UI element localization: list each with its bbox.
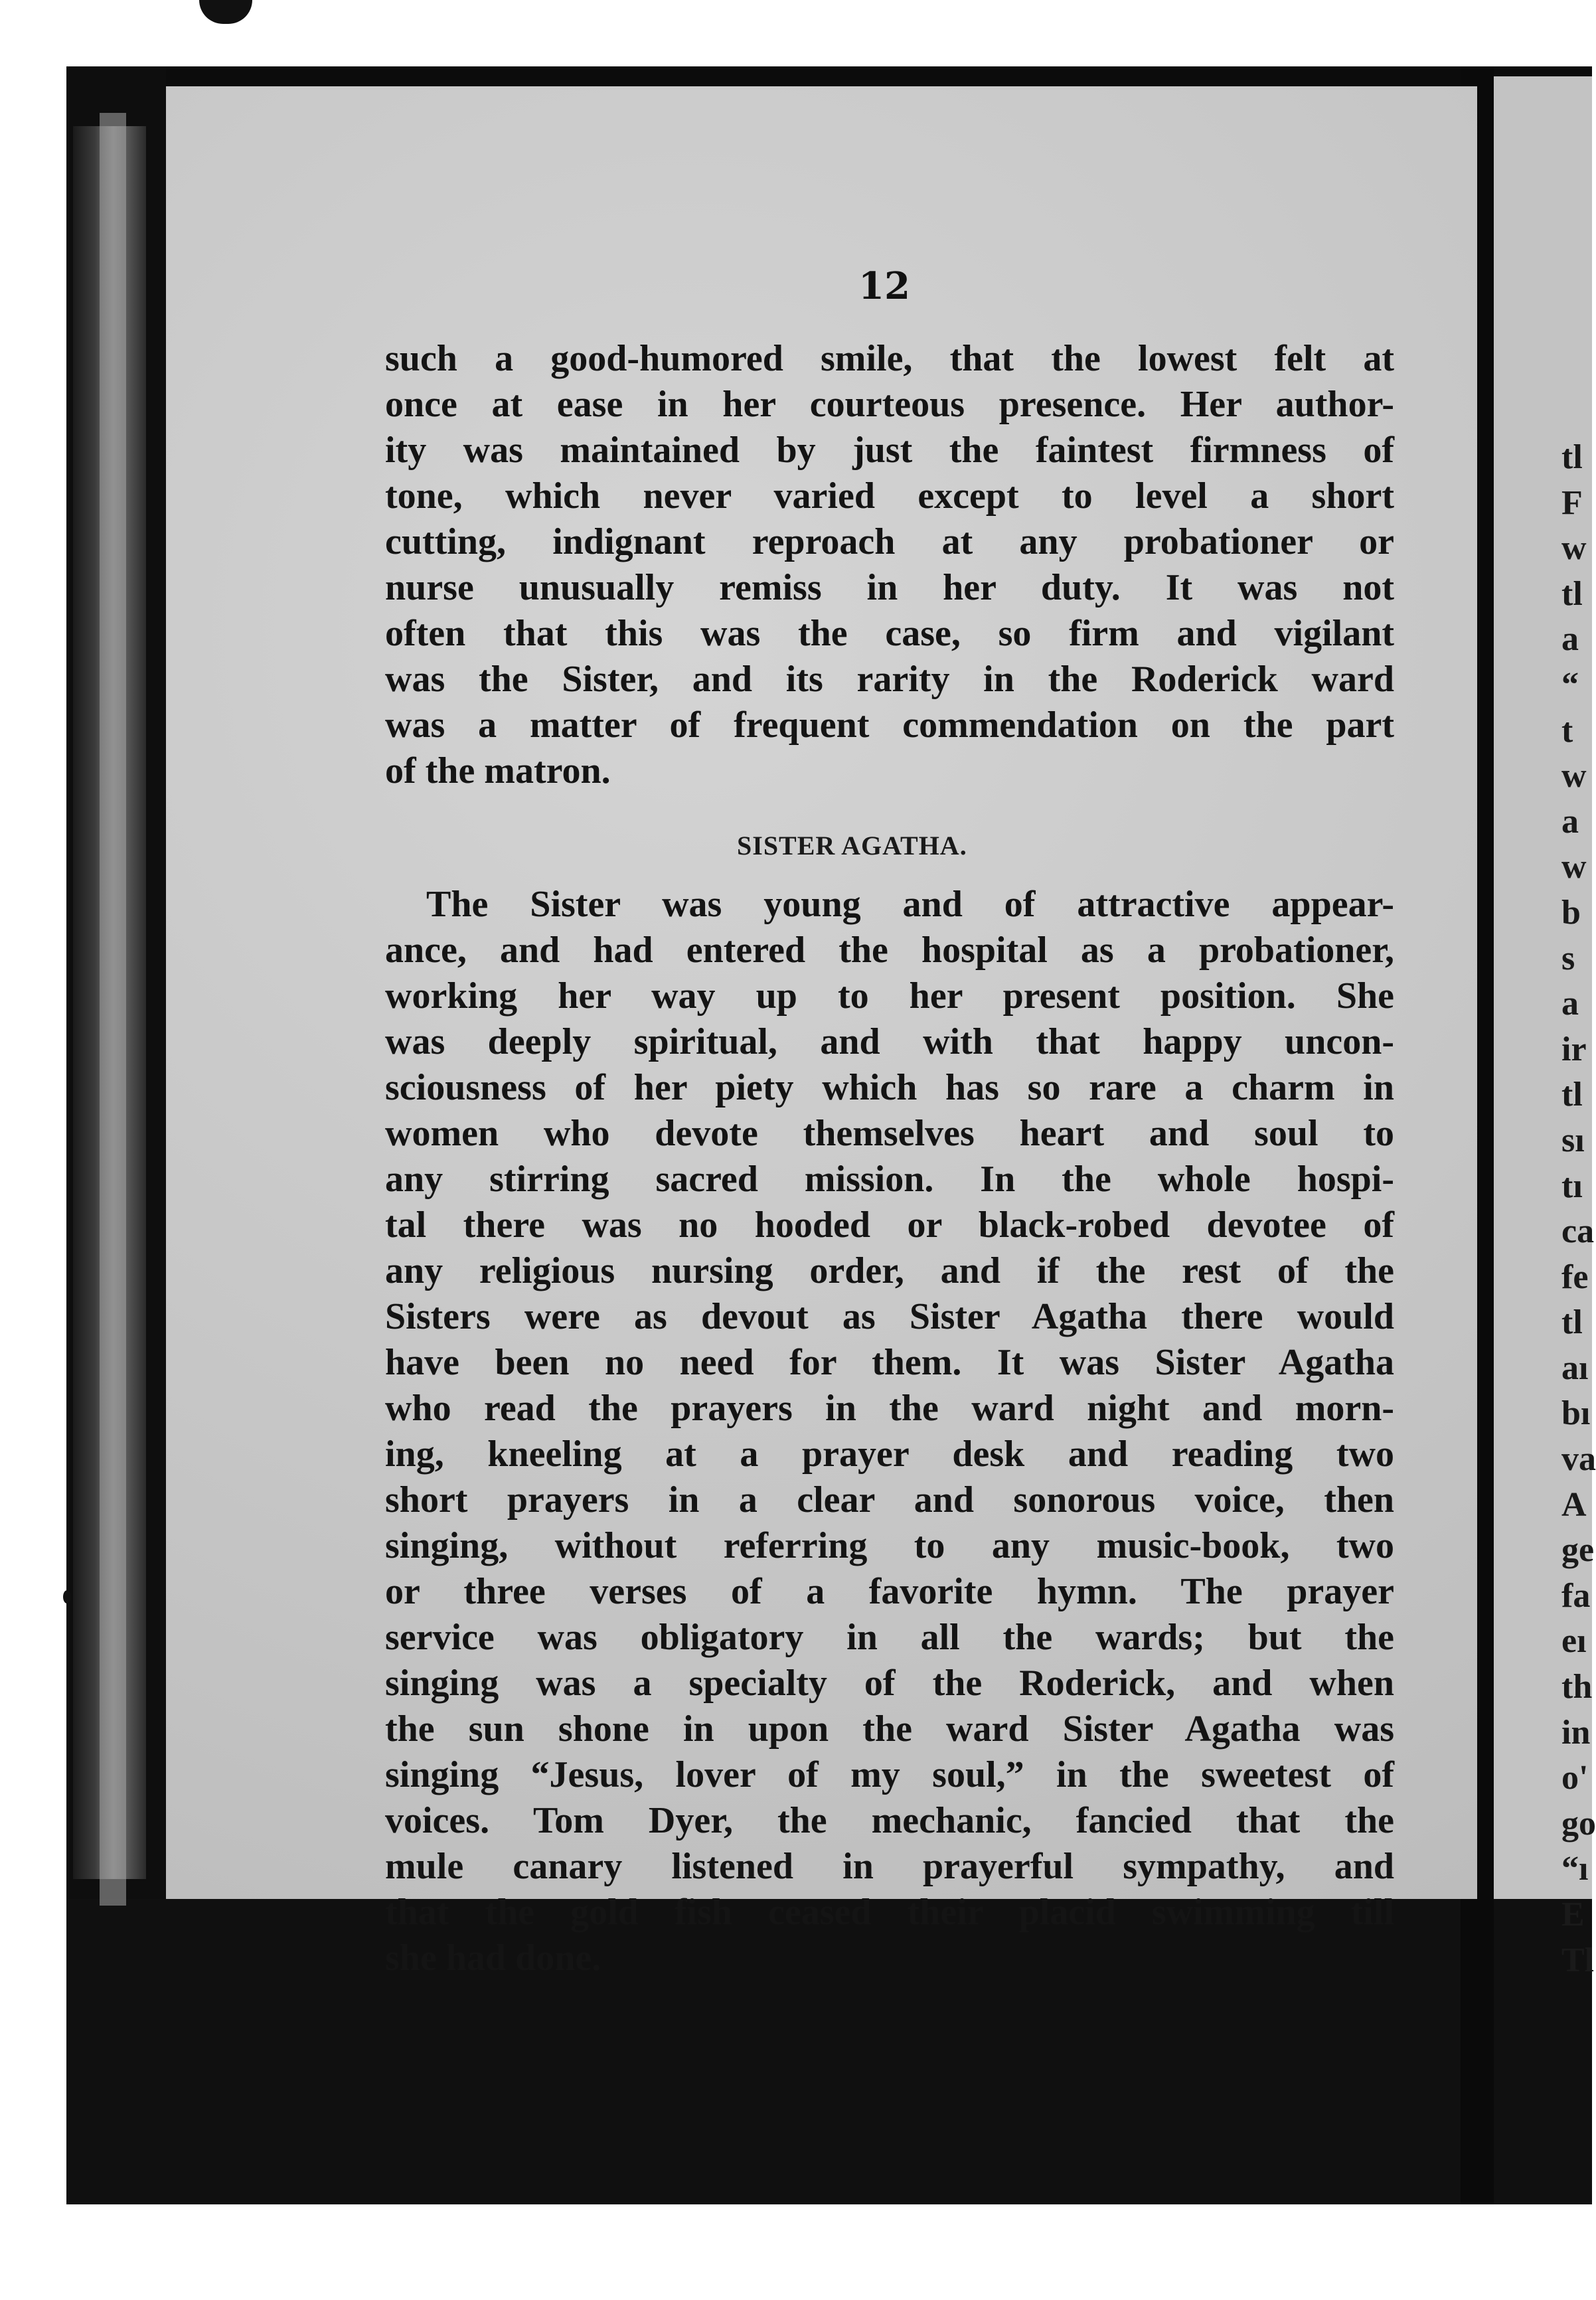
adjacent-page-fragment: t bbox=[1561, 711, 1573, 750]
adjacent-page-fragment: fa bbox=[1561, 1576, 1591, 1615]
page-stack-edge bbox=[100, 113, 126, 1906]
section-heading: SISTER AGATHA. bbox=[737, 831, 967, 861]
text-line: working her way up to her present position. She bbox=[385, 975, 1394, 1017]
text-line: singing, without referring to any music-book, two bbox=[385, 1525, 1394, 1566]
text-line: was deeply spiritual, and with that happy uncon- bbox=[385, 1021, 1394, 1062]
text-line: that the gold fish ceased their placid swimming till bbox=[385, 1892, 1394, 1933]
text-line: often that this was the case, so firm and vigilant bbox=[385, 613, 1394, 654]
text-line: was a matter of frequent commendation on the part bbox=[385, 704, 1394, 746]
adjacent-page-fragment: tl bbox=[1561, 574, 1583, 613]
adjacent-page-fragment: tl bbox=[1561, 1303, 1583, 1342]
text-line: The Sister was young and of attractive appear- bbox=[426, 884, 1394, 925]
text-line: have been no need for them. It was Sister Agatha bbox=[385, 1342, 1394, 1383]
adjacent-page-fragment: tl bbox=[1561, 438, 1583, 476]
text-line: women who devote themselves heart and soul to bbox=[385, 1113, 1394, 1154]
adjacent-page-fragment: bı bbox=[1561, 1394, 1591, 1433]
adjacent-page-fragment: th bbox=[1561, 1668, 1593, 1706]
text-line: mule canary listened in prayerful sympathy, and bbox=[385, 1846, 1394, 1887]
adjacent-page-fragment: o' bbox=[1561, 1759, 1589, 1797]
text-line: singing was a specialty of the Roderick, and when bbox=[385, 1663, 1394, 1704]
adjacent-page-fragment: b bbox=[1561, 893, 1581, 932]
adjacent-page-text bbox=[1561, 435, 1596, 1983]
adjacent-page-fragment: sı bbox=[1561, 1121, 1585, 1159]
adjacent-page-fragment: Tl bbox=[1561, 1941, 1595, 1979]
adjacent-page-fragment: tl bbox=[1561, 1076, 1583, 1114]
text-line: the sun shone in upon the ward Sister Agatha was bbox=[385, 1708, 1394, 1750]
adjacent-page-fragment: eı bbox=[1561, 1622, 1587, 1661]
paragraph-continued bbox=[385, 336, 1394, 794]
adjacent-page-fragment: a bbox=[1561, 802, 1579, 841]
text-line: she had done. bbox=[385, 1937, 601, 1979]
adjacent-page-fragment: a bbox=[1561, 985, 1579, 1023]
adjacent-page-fragment: A bbox=[1561, 1485, 1587, 1524]
page-number: 12 bbox=[858, 264, 910, 308]
adjacent-page-fragment: fe bbox=[1561, 1258, 1589, 1296]
text-line: singing “Jesus, lover of my soul,” in the sweetest of bbox=[385, 1754, 1394, 1795]
text-line: ance, and had entered the hospital as a probationer, bbox=[385, 930, 1394, 971]
text-line: nurse unusually remiss in her duty. It was not bbox=[385, 567, 1394, 608]
text-line: cutting, indignant reproach at any probationer or bbox=[385, 521, 1394, 562]
text-line: was the Sister, and its rarity in the Roderick ward bbox=[385, 659, 1394, 700]
adjacent-page-fragment: “ı bbox=[1561, 1850, 1589, 1888]
text-line: Sisters were as devout as Sister Agatha there would bbox=[385, 1296, 1394, 1337]
adjacent-page-fragment: w bbox=[1561, 529, 1587, 568]
adjacent-page-fragment: a bbox=[1561, 620, 1579, 659]
text-line: tone, which never varied except to level a short bbox=[385, 475, 1394, 517]
adjacent-page-fragment: tı bbox=[1561, 1167, 1583, 1205]
text-line: any stirring sacred mission. In the whole hospi- bbox=[385, 1159, 1394, 1200]
adjacent-page-fragment: ir bbox=[1561, 1030, 1587, 1068]
text-line: short prayers in a clear and sonorous voice, then bbox=[385, 1479, 1394, 1520]
text-line: ing, kneeling at a prayer desk and reading two bbox=[385, 1434, 1394, 1475]
text-line: or three verses of a favorite hymn. The prayer bbox=[385, 1571, 1394, 1612]
text-line: service was obligatory in all the wards; but the bbox=[385, 1617, 1394, 1658]
text-line: sciousness of her piety which has so rare a charm in bbox=[385, 1067, 1394, 1108]
adjacent-page-fragment: in bbox=[1561, 1713, 1591, 1752]
adjacent-page-fragment: E bbox=[1561, 1896, 1585, 1933]
adjacent-page-fragment: “ bbox=[1561, 665, 1579, 704]
text-line: any religious nursing order, and if the rest of the bbox=[385, 1250, 1394, 1291]
text-line: tal there was no hooded or black-robed devotee of bbox=[385, 1204, 1394, 1246]
adjacent-page-fragment: w bbox=[1561, 757, 1587, 795]
text-line: such a good-humored smile, that the lowest felt at bbox=[385, 338, 1394, 379]
adjacent-page-fragment: ge bbox=[1561, 1531, 1595, 1570]
text-line: who read the prayers in the ward night and morn- bbox=[385, 1388, 1394, 1429]
adjacent-page-fragment: w bbox=[1561, 848, 1587, 886]
ink-speck bbox=[63, 1590, 71, 1603]
adjacent-page-fragment: s bbox=[1561, 939, 1575, 977]
adjacent-page-fragment: ca bbox=[1561, 1212, 1595, 1251]
adjacent-page-fragment: va bbox=[1561, 1440, 1596, 1479]
paragraph-sister-agatha bbox=[385, 882, 1394, 1981]
text-line: of the matron. bbox=[385, 750, 611, 791]
text-line: voices. Tom Dyer, the mechanic, fancied that the bbox=[385, 1800, 1394, 1841]
adjacent-page-fragment: aı bbox=[1561, 1349, 1589, 1387]
text-line: once at ease in her courteous presence. Her author- bbox=[385, 384, 1394, 425]
ink-speck bbox=[199, 0, 252, 24]
adjacent-page-fragment: go bbox=[1561, 1804, 1596, 1843]
adjacent-page-fragment: F bbox=[1561, 483, 1583, 522]
text-line: ity was maintained by just the faintest firmness of bbox=[385, 430, 1394, 471]
